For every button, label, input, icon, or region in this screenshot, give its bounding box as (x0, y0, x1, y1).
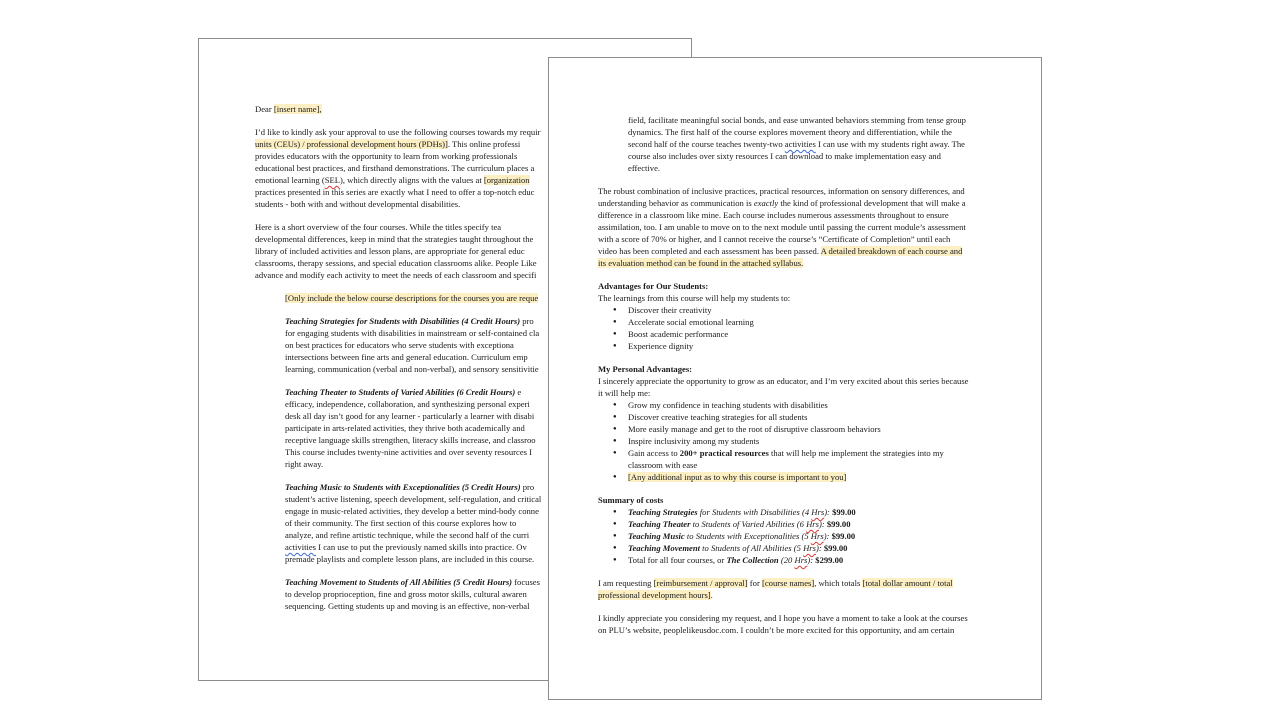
list-item: ● More easily manage and get to the root of disruptive classroom behaviors (628, 423, 985, 435)
costs-list (598, 506, 985, 566)
reimbursement-placeholder: [reimbursement / approval] (653, 578, 748, 588)
cost-item: ● Teaching Music to Students with Exceptionalities (5 Hrs): $99.00 (628, 530, 985, 542)
page-2-body (598, 114, 985, 636)
course-3-title: Teaching Music to Students with Exceptionalities (5 Credit Hours) (285, 482, 521, 492)
students-advantages-intro: The learnings from this course will help my students to: (598, 293, 791, 303)
cost-item: ● Teaching Theater to Students of Varied Abilities (6 Hrs): $99.00 (628, 518, 985, 530)
greeting: Dear [insert name], (255, 104, 322, 114)
list-item: ● Grow my confidence in teaching students with disabilities (628, 399, 985, 411)
only-include-note: [Only include the below course descriptions for the courses you are reque (285, 293, 539, 303)
intro-paragraph: I’d like to kindly ask your approval to use the following courses towards my requir units (CEUs) / professional development hours (PDHs)]. This online professi provides educators with the opportunity to learn from working professionals educational best practices, and firsthand demonstrations. The curriculum places a emotional learning (SEL), which directly aligns with the values at [organization practices presented in this series are exactly what I need to offer a top-notch educ students - both with and without developmental disabilities. (255, 127, 541, 209)
movement-course-continued: field, facilitate meaningful social bonds, and ease unwanted behaviors stemming from tense group dynamics. The first half of the course explores movement theory and differentiation, while the second half of the course teaches twenty-two activities I can use with my students right away. The course also includes over sixty resources I can download to make implementation easy and effective. (628, 115, 966, 173)
list-item: ● Accelerate social emotional learning (628, 316, 985, 328)
name-placeholder: [insert name], (273, 104, 322, 114)
course-3-description: Teaching Music to Students with Exceptionalities (5 Credit Hours) pro student’s active listening, speech development, self-regulation, and critical engage in music-related activities, they develop a better mind-body conne of their community. The first section of this course explores how to analyze, and refine artistic technique, while the second half of the curri activities I can use to put the previously named skills into practice. Ov premade playlists and complete lesson plans, are included in this course. (285, 482, 542, 564)
course-2-description: Teaching Theater to Students of Varied Abilities (6 Credit Hours) e efficacy, independence, collaboration, and synthesizing personal experi desk all day isn’t good for any learner - particularly a learner with disabi participate in arts-related activities, they thrive both academically and receptive language skills strengthen, literacy skills increase, and classroo This course includes twenty-nine activities and over seventy resources I right away. (285, 387, 536, 469)
course-1-description: Teaching Strategies for Students with Disabilities (4 Credit Hours) pro for engaging students with disabilities in mainstream or self-contained cla on best practices for educators who serve students with exceptiona intersections between fine arts and general education. Curriculum emp learning, communication (verbal and non-verbal), and sensory sensitivitie (285, 316, 540, 374)
request-paragraph: I am requesting [reimbursement / approval] for [course names], which totals [total dollar amount / total professional development hours]. (598, 578, 953, 600)
list-item: ● Inspire inclusivity among my students (628, 435, 985, 447)
course-4-description: Teaching Movement to Students of All Abilities (5 Credit Hours) focuses to develop proprioception, fine and gross motor skills, cultural awaren sequencing. Getting students up and moving is an effective, non-verbal (285, 577, 540, 611)
cost-item: ● Teaching Strategies for Students with Disabilities (4 Hrs): $99.00 (628, 506, 985, 518)
personal-advantages-heading: My Personal Advantages: (598, 364, 693, 374)
personal-advantages-intro: I sincerely appreciate the opportunity to grow as an educator, and I’m very excited about this series because it will help me: (598, 376, 969, 398)
sel-spellcheck: SEL (324, 175, 340, 185)
course-4-title: Teaching Movement to Students of All Abilities (5 Credit Hours) (285, 577, 513, 587)
additional-input-placeholder: [Any additional input as to why this course is important to you] (628, 472, 847, 482)
list-item: ● Discover creative teaching strategies for all students (628, 411, 985, 423)
ceu-placeholder: units (CEUs) / professional development hours (PDHs)] (255, 139, 448, 149)
list-item: ● Gain access to 200+ practical resources that will help me implement the strategies into my classroom with ease (628, 447, 985, 471)
course-1-title: Teaching Strategies for Students with Disabilities (4 Credit Hours) (285, 316, 521, 326)
robust-paragraph: The robust combination of inclusive practices, practical resources, information on sensory differences, and understanding behavior as communication is exactly the kind of professional development that will make a difference in a classroom like mine. Each course includes numerous assessments throughout to ensure assimilation, too. I am unable to move on to the next module until passing the current module’s assessment with a score of 70% or higher, and I cannot receive the course’s “Certificate of Completion” until each video has been completed and each assessment has been passed. A detailed breakdown of each course and its evaluation method can be found in the attached syllabus. (598, 186, 966, 268)
list-item (628, 471, 985, 483)
cost-total: ● Total for all four courses, or The Collection (20 Hrs): $299.00 (628, 554, 985, 566)
syllabus-note: A detailed breakdown of each course and (820, 246, 963, 256)
course-2-title: Teaching Theater to Students of Varied Abilities (6 Credit Hours) (285, 387, 516, 397)
list-item: ● Experience dignity (628, 340, 985, 352)
students-advantages-heading: Advantages for Our Students: (598, 281, 709, 291)
total-amount-placeholder: [total dollar amount / total (862, 578, 953, 588)
letter-page-2 (548, 57, 1042, 700)
personal-advantages-list (598, 399, 985, 483)
summary-of-costs-heading: Summary of costs (598, 495, 664, 505)
organization-placeholder: [organization (483, 175, 530, 185)
cost-item: ● Teaching Movement to Students of All Abilities (5 Hrs): $99.00 (628, 542, 985, 554)
overview-paragraph: Here is a short overview of the four courses. While the titles specify tea developmental differences, keep in mind that the strategies taught throughout the library of included activities and lesson plans, are appropriate for general educ classrooms, therapy sessions, and special education classrooms alike. People Like advance and modify each activity to meet the needs of each classroom and specifi (255, 222, 537, 280)
students-advantages-list (598, 304, 985, 352)
list-item: ● Boost academic performance (628, 328, 985, 340)
list-item: ● Discover their creativity (628, 304, 985, 316)
activities-spellcheck: activities (285, 542, 317, 552)
course-names-placeholder: [course names] (761, 578, 815, 588)
closing-paragraph: I kindly appreciate you considering my request, and I hope you have a moment to take a look at the courses on PLU’s website, peoplelikeusdoc.com. I couldn’t be more excited for this opportunity, and am certain (598, 613, 968, 635)
